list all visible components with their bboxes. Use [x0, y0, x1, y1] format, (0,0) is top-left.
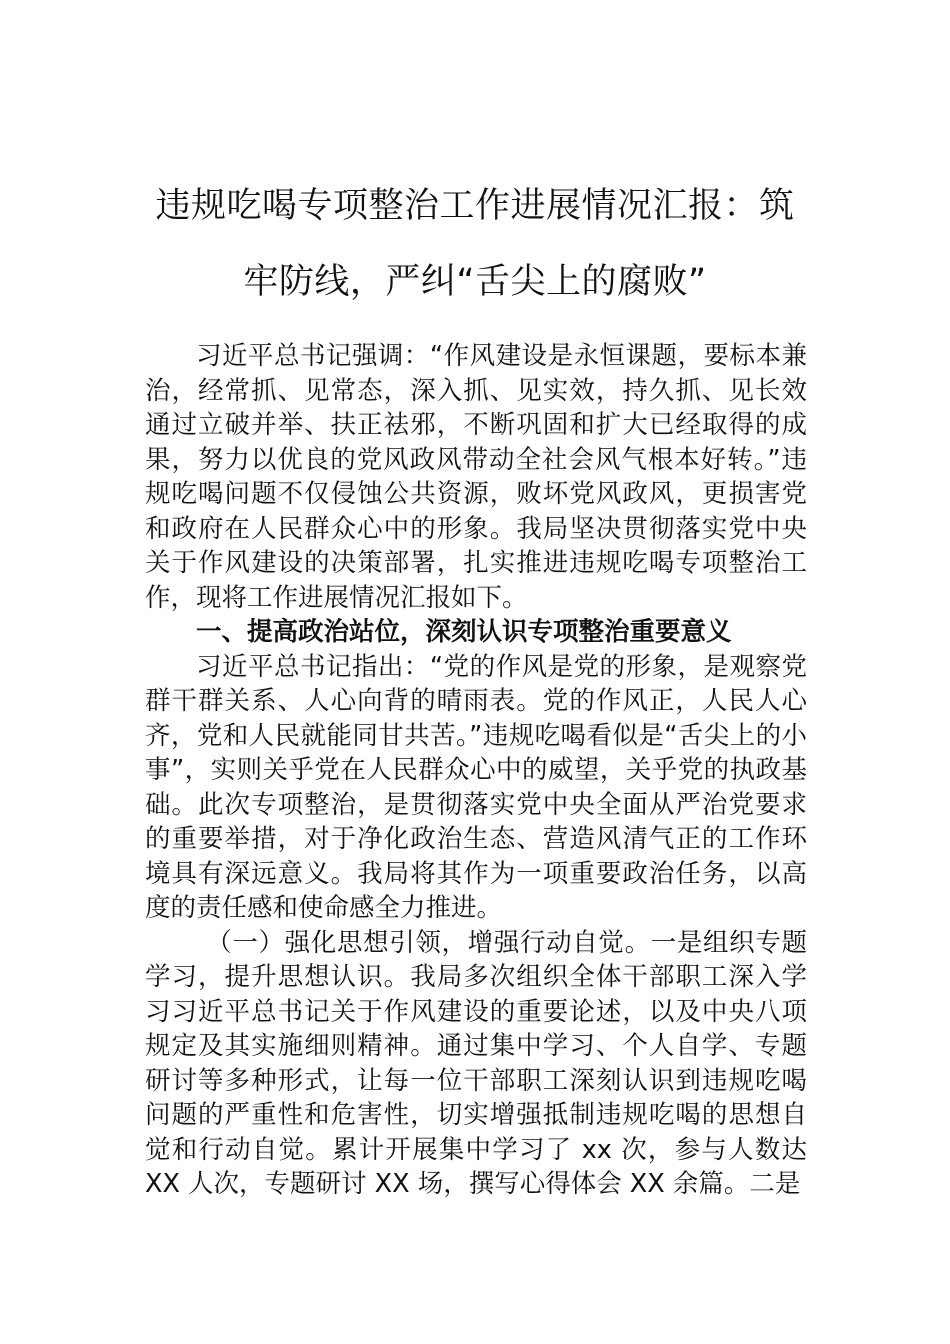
subsection-1-paragraph: （一）强化思想引领，增强行动自觉。一是组织专题学习，提升思想认识。我局多次组织全体干部职工深入学习习近平总书记关于作风建设的重要论述，以及中央八项规定及其实施细则精神。通过集中学习、个人自学、专题研讨等多种形式，让每一位干部职工深刻认识到违规吃喝问题的严重性和危害性，切实增强抵制违规吃喝的思想自觉和行动自觉。累计开展集中学习了 xx 次，参与人数达 XX 人次，专题研讨 XX 场，撰写心得体会 XX 余篇。二是	[145, 927, 807, 1199]
intro-paragraph: 习近平总书记强调：“作风建设是永恒课题，要标本兼治，经常抓、见常态，深入抓、见实效，持久抓、见长效通过立破并举、扶正祛邪，不断巩固和扩大已经取得的成果，努力以优良的党风政风带动全社会风气根本好转。”违规吃喝问题不仅侵蚀公共资源，败坏党风政风，更损害党和政府在人民群众心中的形象。我局坚决贯彻落实党中央关于作风建设的决策部署，扎实推进违规吃喝专项整治工作，现将工作进展情况汇报如下。	[145, 341, 807, 613]
document-title: 违规吃喝专项整治工作进展情况汇报：筑牢防线，严纠“舌尖上的腐败”	[155, 186, 795, 302]
section-heading-1: 一、提高政治站位，深刻认识专项整治重要意义	[196, 617, 732, 647]
document-body	[145, 339, 807, 1202]
section-1-paragraph: 习近平总书记指出：“党的作风是党的形象，是观察党群干群关系、人心向背的晴雨表。党的作风正，人民人心齐，党和人民就能同甘共苦。”违规吃喝看似是“舌尖上的小事”，实则关乎党在人民群众心中的威望，关乎党的执政基础。此次专项整治，是贯彻落实党中央全面从严治党要求的重要举措，对于净化政治生态、营造风清气正的工作环境具有深远意义。我局将其作为一项重要政治任务，以高度的责任感和使命感全力推进。	[145, 651, 807, 923]
